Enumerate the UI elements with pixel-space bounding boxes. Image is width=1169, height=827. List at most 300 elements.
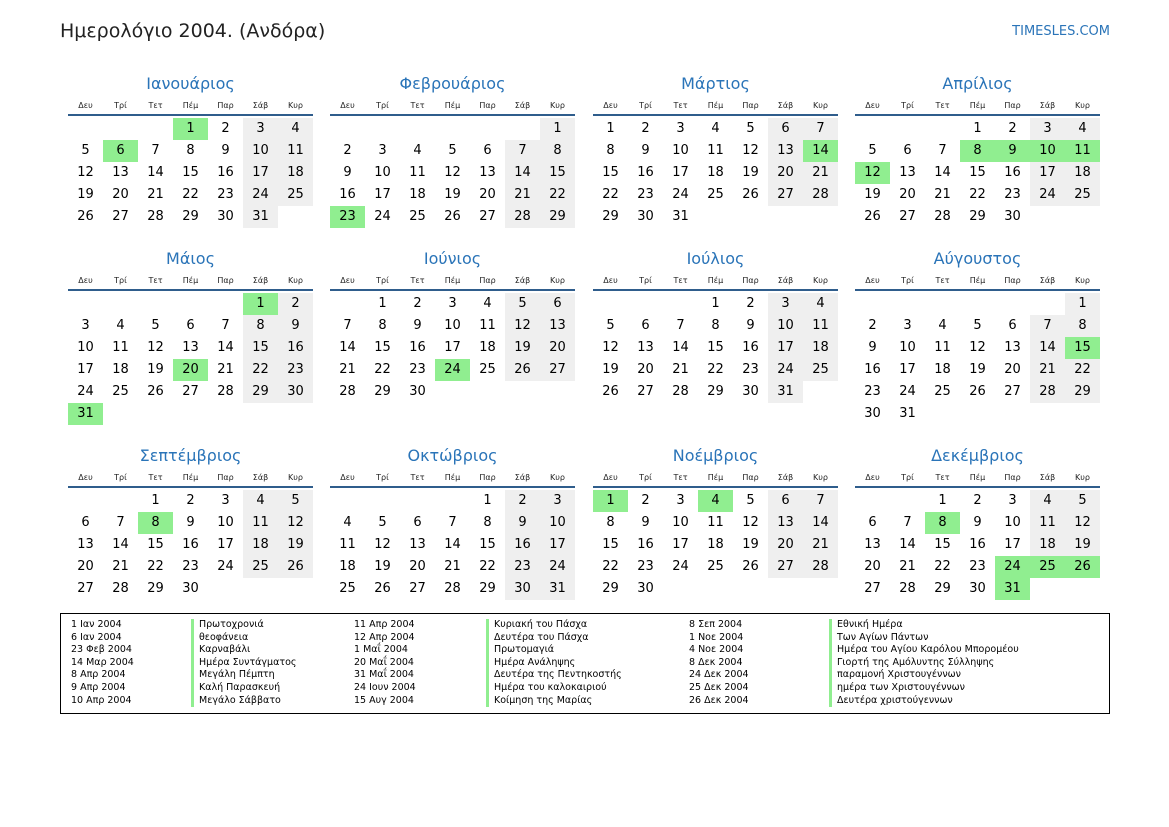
day-cell: 27 bbox=[768, 184, 803, 206]
day-grid bbox=[330, 293, 575, 403]
site-link[interactable]: TIMESLES.COM bbox=[1012, 24, 1110, 39]
day-cell: 8 bbox=[1065, 315, 1100, 337]
day-cell: 3 bbox=[768, 293, 803, 315]
day-cell: 19 bbox=[742, 537, 759, 552]
weekday-label: Πέμ bbox=[182, 100, 199, 110]
day-cell: 26 bbox=[374, 581, 391, 596]
day-cell: 10 bbox=[217, 515, 234, 530]
day-cell: 8 bbox=[186, 143, 195, 158]
day-cell: 28 bbox=[803, 556, 838, 578]
weekday-label: Τρί bbox=[901, 275, 914, 285]
day-cell: 13 bbox=[409, 537, 426, 552]
month-calendar bbox=[68, 444, 313, 600]
day-cell: 14 bbox=[112, 537, 129, 552]
day-cell: 16 bbox=[969, 537, 986, 552]
day-cell: 16 bbox=[637, 537, 654, 552]
day-cell: 11 bbox=[1030, 512, 1065, 534]
day-cell: 9 bbox=[973, 515, 982, 530]
legend-date: 8 Σεπ 2004 bbox=[689, 619, 743, 630]
day-cell: 20 bbox=[864, 559, 881, 574]
weekday-header bbox=[855, 96, 1100, 116]
day-cell: 25 bbox=[339, 581, 356, 596]
day-cell: 31 bbox=[68, 403, 103, 425]
day-cell: 28 bbox=[217, 384, 234, 399]
day-cell: 5 bbox=[746, 121, 755, 136]
day-cell: 28 bbox=[899, 581, 916, 596]
day-cell: 15 bbox=[540, 162, 575, 184]
weekday-label: Κυρ bbox=[550, 472, 565, 482]
day-cell: 30 bbox=[409, 384, 426, 399]
legend-holiday-name: Πρωτοχρονιά bbox=[191, 619, 296, 632]
day-cell: 23 bbox=[330, 206, 365, 228]
month-name: Ιανουάριος bbox=[146, 74, 235, 93]
day-cell: 16 bbox=[339, 187, 356, 202]
day-cell: 15 bbox=[374, 340, 391, 355]
weekday-label: Πέμ bbox=[969, 100, 986, 110]
day-cell: 2 bbox=[746, 296, 755, 311]
day-cell: 20 bbox=[409, 559, 426, 574]
day-cell: 4 bbox=[1030, 490, 1065, 512]
day-cell: 15 bbox=[969, 165, 986, 180]
month-name: Μάιος bbox=[166, 249, 215, 268]
day-cell: 12 bbox=[147, 340, 164, 355]
weekday-label: Σάβ bbox=[252, 275, 269, 285]
day-cell: 2 bbox=[221, 121, 230, 136]
day-cell: 3 bbox=[243, 118, 278, 140]
weekday-label: Δευ bbox=[865, 100, 880, 110]
weekday-label: Κυρ bbox=[550, 100, 565, 110]
day-cell: 17 bbox=[444, 340, 461, 355]
day-cell: 24 bbox=[435, 359, 470, 381]
legend-holiday-name: Καρναβάλι bbox=[191, 644, 296, 657]
day-cell: 21 bbox=[934, 187, 951, 202]
weekday-label: Τρί bbox=[901, 472, 914, 482]
weekday-label: Σάβ bbox=[252, 100, 269, 110]
day-cell: 9 bbox=[641, 515, 650, 530]
day-cell: 27 bbox=[637, 384, 654, 399]
day-cell: 13 bbox=[899, 165, 916, 180]
day-cell: 17 bbox=[374, 187, 391, 202]
weekday-label: Σάβ bbox=[1039, 100, 1056, 110]
day-cell: 29 bbox=[243, 381, 278, 403]
weekday-label: Τετ bbox=[410, 275, 425, 285]
day-cell: 8 bbox=[606, 143, 615, 158]
day-cell: 4 bbox=[711, 121, 720, 136]
day-cell: 27 bbox=[112, 209, 129, 224]
day-cell: 9 bbox=[278, 315, 313, 337]
day-cell: 21 bbox=[217, 362, 234, 377]
day-cell: 15 bbox=[602, 537, 619, 552]
empty-cell bbox=[890, 490, 925, 512]
day-cell: 27 bbox=[77, 581, 94, 596]
day-cell: 25 bbox=[243, 556, 278, 578]
day-cell: 14 bbox=[803, 512, 838, 534]
day-cell: 29 bbox=[182, 209, 199, 224]
day-cell: 16 bbox=[278, 337, 313, 359]
day-cell: 14 bbox=[1030, 337, 1065, 359]
weekday-label: Κυρ bbox=[288, 472, 303, 482]
day-cell: 28 bbox=[147, 209, 164, 224]
day-cell: 5 bbox=[746, 493, 755, 508]
empty-cell bbox=[330, 118, 365, 140]
weekday-label: Παρ bbox=[479, 100, 496, 110]
month-calendar bbox=[330, 444, 575, 600]
empty-cell bbox=[400, 490, 435, 512]
day-cell: 19 bbox=[374, 559, 391, 574]
day-cell: 5 bbox=[448, 143, 457, 158]
day-cell: 25 bbox=[934, 384, 951, 399]
day-cell: 11 bbox=[479, 318, 496, 333]
day-cell: 20 bbox=[173, 359, 208, 381]
day-cell: 11 bbox=[707, 143, 724, 158]
day-cell: 25 bbox=[479, 362, 496, 377]
day-cell: 1 bbox=[151, 493, 160, 508]
day-cell: 11 bbox=[339, 537, 356, 552]
legend-holiday-name: Εθνική Ημέρα bbox=[829, 619, 1019, 632]
weekday-label: Σάβ bbox=[514, 100, 531, 110]
day-cell: 15 bbox=[243, 337, 278, 359]
day-cell: 2 bbox=[973, 493, 982, 508]
weekday-label: Τρί bbox=[639, 100, 652, 110]
weekday-label: Παρ bbox=[1004, 275, 1021, 285]
legend-holiday-name: Δευτέρα του Πάσχα bbox=[486, 632, 622, 645]
day-cell: 24 bbox=[217, 559, 234, 574]
empty-cell bbox=[365, 490, 400, 512]
empty-cell bbox=[628, 293, 663, 315]
day-cell: 26 bbox=[602, 384, 619, 399]
empty-cell bbox=[68, 293, 103, 315]
day-grid bbox=[330, 118, 575, 228]
weekday-label: Δευ bbox=[340, 472, 355, 482]
weekday-label: Κυρ bbox=[288, 275, 303, 285]
day-cell: 19 bbox=[278, 534, 313, 556]
legend-holiday-name: Δευτέρα της Πεντηκοστής bbox=[486, 669, 622, 682]
day-cell: 22 bbox=[969, 187, 986, 202]
weekday-label: Τετ bbox=[148, 472, 163, 482]
day-cell: 31 bbox=[243, 206, 278, 228]
day-cell: 16 bbox=[409, 340, 426, 355]
day-cell: 30 bbox=[217, 209, 234, 224]
day-cell: 31 bbox=[672, 209, 689, 224]
empty-cell bbox=[68, 118, 103, 140]
day-grid bbox=[68, 118, 313, 228]
day-cell: 19 bbox=[969, 362, 986, 377]
day-cell: 15 bbox=[1065, 337, 1100, 359]
weekday-label: Τρί bbox=[114, 275, 127, 285]
empty-cell bbox=[68, 490, 103, 512]
legend-date: 1 Ιαν 2004 bbox=[71, 619, 122, 630]
day-cell: 19 bbox=[505, 337, 540, 359]
legend-date: 10 Απρ 2004 bbox=[71, 694, 132, 706]
weekday-label: Τρί bbox=[376, 472, 389, 482]
day-cell: 3 bbox=[1008, 493, 1017, 508]
day-cell: 5 bbox=[606, 318, 615, 333]
day-cell: 22 bbox=[182, 187, 199, 202]
day-cell: 14 bbox=[444, 537, 461, 552]
day-cell: 23 bbox=[217, 187, 234, 202]
day-cell: 30 bbox=[637, 581, 654, 596]
day-cell: 10 bbox=[77, 340, 94, 355]
day-cell: 18 bbox=[803, 337, 838, 359]
day-cell: 16 bbox=[505, 534, 540, 556]
day-cell: 22 bbox=[1065, 359, 1100, 381]
day-cell: 27 bbox=[1004, 384, 1021, 399]
day-grid bbox=[593, 118, 838, 228]
day-cell: 5 bbox=[1065, 490, 1100, 512]
weekday-label: Τετ bbox=[935, 472, 950, 482]
day-cell: 2 bbox=[505, 490, 540, 512]
weekday-label: Πέμ bbox=[707, 472, 724, 482]
weekday-label: Δευ bbox=[78, 100, 93, 110]
legend-date: 11 Απρ 2004 bbox=[354, 619, 415, 630]
legend-holiday-name: Δευτέρα χριστούγεννων bbox=[829, 695, 1019, 708]
day-cell: 29 bbox=[707, 384, 724, 399]
day-cell: 19 bbox=[77, 187, 94, 202]
day-cell: 20 bbox=[899, 187, 916, 202]
weekday-label: Κυρ bbox=[1075, 275, 1090, 285]
day-cell: 17 bbox=[1030, 162, 1065, 184]
empty-cell bbox=[925, 293, 960, 315]
weekday-label: Πέμ bbox=[969, 472, 986, 482]
day-cell: 9 bbox=[746, 318, 755, 333]
day-cell: 8 bbox=[483, 515, 492, 530]
day-cell: 9 bbox=[343, 165, 352, 180]
day-cell: 30 bbox=[969, 581, 986, 596]
day-cell: 13 bbox=[637, 340, 654, 355]
day-cell: 12 bbox=[505, 315, 540, 337]
weekday-label: Σάβ bbox=[777, 100, 794, 110]
day-cell: 6 bbox=[540, 293, 575, 315]
day-cell: 10 bbox=[444, 318, 461, 333]
day-cell: 15 bbox=[934, 537, 951, 552]
weekday-label: Παρ bbox=[217, 275, 234, 285]
empty-cell bbox=[593, 293, 628, 315]
day-cell: 24 bbox=[77, 384, 94, 399]
empty-cell bbox=[435, 490, 470, 512]
day-cell: 23 bbox=[505, 556, 540, 578]
day-cell: 11 bbox=[934, 340, 951, 355]
day-cell: 20 bbox=[637, 362, 654, 377]
month-name: Φεβρουάριος bbox=[399, 74, 506, 93]
day-cell: 11 bbox=[803, 315, 838, 337]
day-cell: 3 bbox=[81, 318, 90, 333]
weekday-label: Τετ bbox=[148, 275, 163, 285]
weekday-header bbox=[68, 468, 313, 488]
legend-date: 25 Δεκ 2004 bbox=[689, 681, 749, 693]
day-cell: 28 bbox=[803, 184, 838, 206]
day-cell: 6 bbox=[768, 490, 803, 512]
day-cell: 25 bbox=[803, 359, 838, 381]
day-cell: 2 bbox=[186, 493, 195, 508]
day-cell: 27 bbox=[182, 384, 199, 399]
day-cell: 23 bbox=[637, 187, 654, 202]
day-cell: 9 bbox=[505, 512, 540, 534]
day-grid bbox=[855, 293, 1100, 425]
day-cell: 27 bbox=[409, 581, 426, 596]
day-cell: 21 bbox=[899, 559, 916, 574]
day-cell: 28 bbox=[444, 581, 461, 596]
day-cell: 14 bbox=[803, 140, 838, 162]
day-grid bbox=[68, 293, 313, 425]
weekday-label: Πέμ bbox=[182, 472, 199, 482]
day-cell: 1 bbox=[1065, 293, 1100, 315]
weekday-label: Δευ bbox=[78, 275, 93, 285]
day-cell: 6 bbox=[868, 515, 877, 530]
day-cell: 21 bbox=[803, 534, 838, 556]
day-cell: 26 bbox=[864, 209, 881, 224]
day-cell: 20 bbox=[479, 187, 496, 202]
day-cell: 15 bbox=[182, 165, 199, 180]
legend-holiday-name: Κυριακή του Πάσχα bbox=[486, 619, 622, 632]
day-cell: 21 bbox=[803, 162, 838, 184]
day-cell: 13 bbox=[768, 512, 803, 534]
day-cell: 19 bbox=[864, 187, 881, 202]
day-cell: 26 bbox=[742, 187, 759, 202]
day-cell: 5 bbox=[505, 293, 540, 315]
day-cell: 2 bbox=[641, 493, 650, 508]
legend-date-column bbox=[354, 619, 416, 707]
day-cell: 11 bbox=[1065, 140, 1100, 162]
day-cell: 12 bbox=[742, 143, 759, 158]
weekday-label: Τετ bbox=[935, 100, 950, 110]
weekday-label: Τρί bbox=[901, 100, 914, 110]
day-cell: 15 bbox=[479, 537, 496, 552]
empty-cell bbox=[505, 118, 540, 140]
day-cell: 13 bbox=[77, 537, 94, 552]
day-cell: 22 bbox=[602, 559, 619, 574]
day-cell: 9 bbox=[186, 515, 195, 530]
day-cell: 14 bbox=[217, 340, 234, 355]
day-cell: 31 bbox=[768, 381, 803, 403]
empty-cell bbox=[663, 293, 698, 315]
day-cell: 3 bbox=[1030, 118, 1065, 140]
day-grid bbox=[330, 490, 575, 600]
legend-date: 23 Φεβ 2004 bbox=[71, 644, 132, 656]
day-cell: 29 bbox=[374, 384, 391, 399]
day-cell: 2 bbox=[278, 293, 313, 315]
month-name: Αύγουστος bbox=[933, 249, 1022, 268]
day-cell: 22 bbox=[540, 184, 575, 206]
day-cell: 31 bbox=[995, 578, 1030, 600]
empty-cell bbox=[138, 118, 173, 140]
day-cell: 3 bbox=[903, 318, 912, 333]
weekday-label: Δευ bbox=[865, 275, 880, 285]
day-cell: 29 bbox=[540, 206, 575, 228]
weekday-label: Παρ bbox=[1004, 472, 1021, 482]
day-cell: 28 bbox=[339, 384, 356, 399]
day-cell: 4 bbox=[343, 515, 352, 530]
day-cell: 6 bbox=[413, 515, 422, 530]
day-cell: 17 bbox=[768, 337, 803, 359]
day-cell: 22 bbox=[602, 187, 619, 202]
day-cell: 28 bbox=[505, 206, 540, 228]
day-cell: 16 bbox=[1004, 165, 1021, 180]
day-cell: 16 bbox=[182, 537, 199, 552]
day-cell: 16 bbox=[864, 362, 881, 377]
day-cell: 9 bbox=[221, 143, 230, 158]
day-grid bbox=[593, 490, 838, 600]
weekday-label: Σάβ bbox=[252, 472, 269, 482]
day-cell: 26 bbox=[77, 209, 94, 224]
day-cell: 26 bbox=[742, 559, 759, 574]
day-cell: 3 bbox=[448, 296, 457, 311]
weekday-label: Πέμ bbox=[444, 100, 461, 110]
weekday-label: Κυρ bbox=[1075, 472, 1090, 482]
legend-date: 1 Νοε 2004 bbox=[689, 631, 744, 643]
day-cell: 24 bbox=[899, 384, 916, 399]
weekday-label: Πέμ bbox=[707, 100, 724, 110]
day-cell: 12 bbox=[602, 340, 619, 355]
day-cell: 13 bbox=[768, 140, 803, 162]
weekday-header bbox=[330, 468, 575, 488]
day-cell: 29 bbox=[479, 581, 496, 596]
day-cell: 6 bbox=[103, 140, 138, 162]
day-cell: 3 bbox=[378, 143, 387, 158]
month-calendar bbox=[855, 72, 1100, 228]
weekday-label: Δευ bbox=[865, 472, 880, 482]
day-cell: 21 bbox=[339, 362, 356, 377]
weekday-label: Παρ bbox=[742, 100, 759, 110]
weekday-label: Σάβ bbox=[777, 472, 794, 482]
weekday-label: Πέμ bbox=[969, 275, 986, 285]
day-cell: 8 bbox=[925, 512, 960, 534]
day-cell: 26 bbox=[505, 359, 540, 381]
day-cell: 1 bbox=[711, 296, 720, 311]
legend-holiday-name: Ημέρα του καλοκαιριού bbox=[486, 682, 622, 695]
day-cell: 1 bbox=[540, 118, 575, 140]
day-cell: 23 bbox=[969, 559, 986, 574]
weekday-label: Πέμ bbox=[444, 275, 461, 285]
month-name: Δεκέμβριος bbox=[931, 446, 1024, 465]
day-cell: 30 bbox=[864, 406, 881, 421]
month-calendar bbox=[68, 247, 313, 425]
day-cell: 22 bbox=[934, 559, 951, 574]
empty-cell bbox=[365, 118, 400, 140]
day-cell: 18 bbox=[112, 362, 129, 377]
day-cell: 12 bbox=[278, 512, 313, 534]
day-cell: 10 bbox=[243, 140, 278, 162]
day-cell: 24 bbox=[995, 556, 1030, 578]
weekday-label: Πέμ bbox=[444, 472, 461, 482]
empty-cell bbox=[960, 293, 995, 315]
weekday-label: Τετ bbox=[410, 100, 425, 110]
day-cell: 4 bbox=[483, 296, 492, 311]
day-cell: 23 bbox=[278, 359, 313, 381]
day-cell: 4 bbox=[803, 293, 838, 315]
day-cell: 6 bbox=[81, 515, 90, 530]
legend-holiday-name: Ημέρα Συντάγματος bbox=[191, 657, 296, 670]
weekday-label: Τετ bbox=[935, 275, 950, 285]
day-grid bbox=[855, 490, 1100, 600]
empty-cell bbox=[330, 293, 365, 315]
day-cell: 13 bbox=[182, 340, 199, 355]
weekday-label: Δευ bbox=[340, 275, 355, 285]
day-cell: 24 bbox=[540, 556, 575, 578]
day-cell: 8 bbox=[540, 140, 575, 162]
legend-holiday-name: παραμονή Χριστουγέννων bbox=[829, 669, 1019, 682]
day-cell: 5 bbox=[81, 143, 90, 158]
day-cell: 12 bbox=[444, 165, 461, 180]
day-cell: 11 bbox=[278, 140, 313, 162]
day-cell: 23 bbox=[742, 362, 759, 377]
day-cell: 29 bbox=[602, 581, 619, 596]
day-cell: 24 bbox=[243, 184, 278, 206]
day-cell: 27 bbox=[864, 581, 881, 596]
day-cell: 25 bbox=[707, 559, 724, 574]
day-cell: 12 bbox=[969, 340, 986, 355]
month-calendar bbox=[855, 444, 1100, 600]
weekday-label: Κυρ bbox=[1075, 100, 1090, 110]
